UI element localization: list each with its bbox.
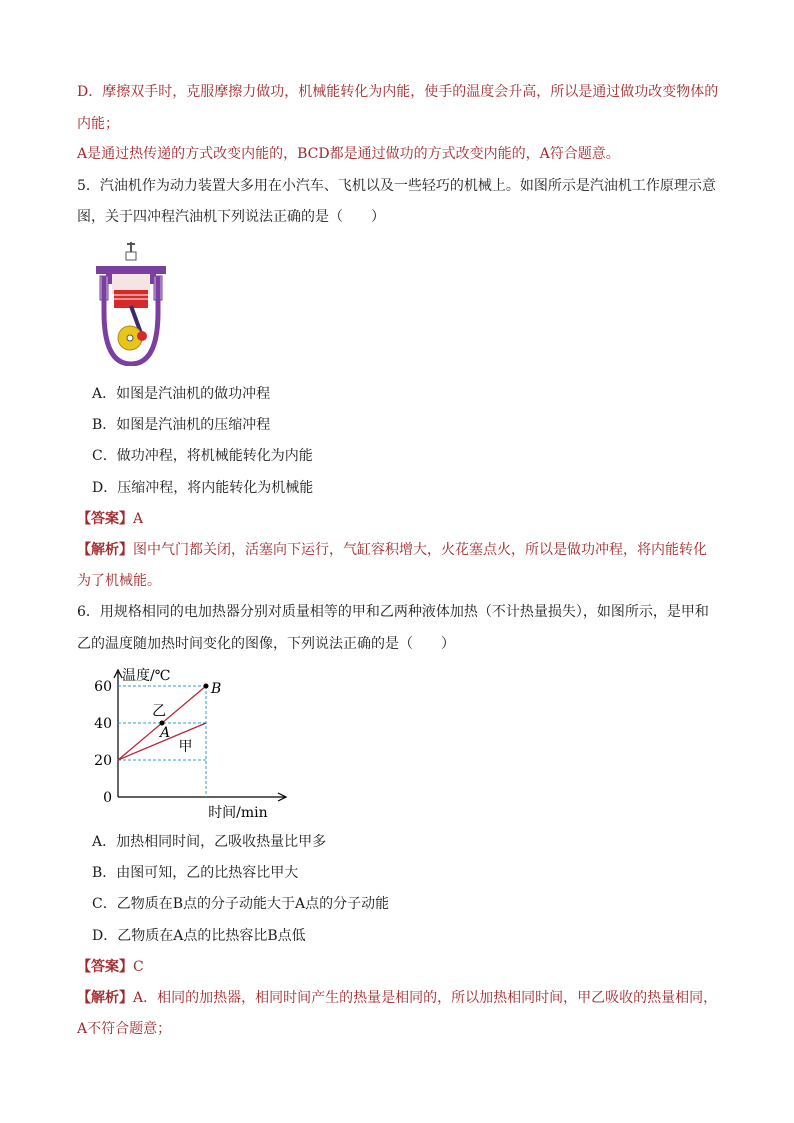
q4-analysis-d-line1: D．摩擦双手时，克服摩擦力做功，机械能转化为内能，使手的温度会升高，所以是通过做功改变物体的 [77,84,719,100]
point-label-a: A [160,725,171,741]
q6-option-b: B．由图可知，乙的比热容比甲大 [92,865,299,881]
q5-stem-line2: 图，关于四冲程汽油机下列说法正确的是（ ） [77,209,385,225]
q4-analysis-d-line2: 内能； [77,116,119,132]
analysis-tag: 【解析】 [77,990,133,1006]
analysis-tag: 【解析】 [77,542,133,558]
x-axis-label: 时间/min [208,805,268,821]
q5-option-d: D．压缩冲程，将内能转化为机械能 [92,480,314,496]
y-tick-label: 0 [103,790,112,806]
q5-analysis-line1 [77,540,717,560]
answer-tag: 【答案】 [77,959,133,975]
point-b [204,684,209,689]
q6-option-d: D．乙物质在A点的比热容比B点低 [92,928,306,944]
q5-analysis-line2: 为了机械能。 [77,573,161,589]
q6-stem-line2: 乙的温度随加热时间变化的图像，下列说法正确的是（ ） [77,636,455,652]
analysis-text: 图中气门都关闭，活塞向下运行，气缸容积增大，火花塞点火，所以是做功冲程，将内能转化 [133,542,707,558]
temperature-time-chart [88,660,293,822]
q6-answer [77,957,717,977]
q6-option-c: C．乙物质在B点的分子动能大于A点的分子动能 [92,896,390,912]
y-tick-label: 40 [94,716,112,732]
answer-value: C [133,959,144,975]
engine-diagram-icon [94,240,168,366]
answer-value: A [133,511,144,527]
answer-tag: 【答案】 [77,511,133,527]
q5-option-a: A．如图是汽油机的做功冲程 [92,386,271,402]
q5-option-b: B．如图是汽油机的压缩冲程 [92,417,271,433]
q6-option-a: A．加热相同时间，乙吸收热量比甲多 [92,834,327,850]
q5-answer [77,509,717,529]
y-tick-label: 60 [94,679,112,695]
q4-analysis-conclusion: A是通过热传递的方式改变内能的，BCD都是通过做功的方式改变内能的，A符合题意。 [77,146,620,162]
series-label-jia: 甲 [178,738,193,755]
y-tick-label: 20 [94,753,112,769]
y-axis-label: 温度/℃ [122,668,171,684]
q6-analysis-line2: A不符合题意； [77,1021,172,1037]
q6-analysis-line1 [77,988,717,1008]
analysis-text: A．相同的加热器，相同时间产生的热量是相同的，所以加热相同时间，甲乙吸收的热量相同， [133,990,718,1006]
q6-stem-line1: 6．用规格相同的电加热器分别对质量相等的甲和乙两种液体加热（不计热量损失），如图所示，是甲和 [77,604,709,620]
q5-stem-line1: 5．汽油机作为动力装置大多用在小汽车、飞机以及一些轻巧的机械上。如图所示是汽油机工作原理示意 [77,178,716,194]
series-label-yi: 乙 [152,703,167,720]
point-label-b: B [211,681,222,697]
q5-option-c: C．做功冲程，将机械能转化为内能 [92,448,313,464]
